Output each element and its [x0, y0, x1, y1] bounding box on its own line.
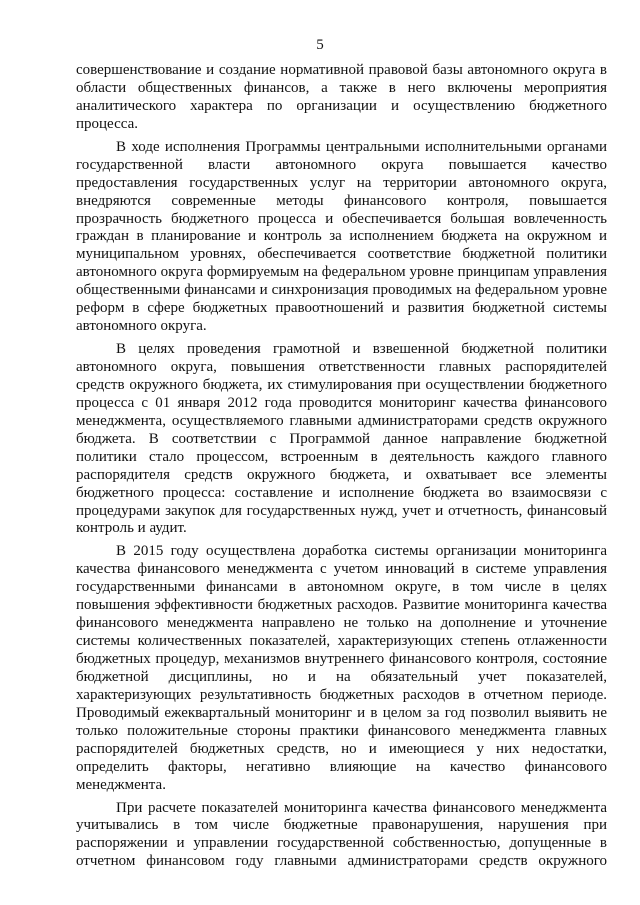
text-line: распорядителя средств окружного бюджета, и охватывает все элементы	[76, 466, 607, 483]
paragraph	[76, 139, 607, 336]
text-line: автономного округа, повышения ответственности главных распорядителей	[76, 359, 607, 375]
text-line: учитывались в том числе бюджетные правонарушения, нарушения при	[76, 817, 607, 834]
text-line: политики стало процессом, встроенным в деятельность каждого главного	[76, 448, 607, 465]
text-line: бюджета. В соответствии с Программой данное направление бюджетной	[76, 430, 607, 447]
text-line: муниципальном уровнях, обеспечивается соответствие бюджетной политики	[76, 246, 607, 263]
text-line: При расчете показателей мониторинга качества финансового менеджмента	[116, 799, 607, 816]
paragraph	[76, 341, 607, 538]
text-line: характеризующих результативность бюджетных расходов в отчетном периоде.	[76, 686, 607, 703]
text-line: системы количественных показателей, характеризующих степень отлаженности	[76, 633, 607, 650]
text-line: реформ в сфере бюджетных правоотношений и развития бюджетной системы	[76, 300, 607, 317]
paragraph	[76, 543, 607, 794]
page-number: 5	[316, 37, 324, 53]
text-line: аналитического характера по организации и осуществлению бюджетного	[76, 97, 607, 114]
text-line: менеджмента, осуществляемого главными администраторами средств окружного	[76, 412, 607, 429]
text-line: прозрачность бюджетного процесса и обеспечивается большая вовлеченность	[76, 210, 607, 227]
text-line: повышения эффективности бюджетных расходов. Развитие мониторинга качества	[76, 597, 607, 614]
text-line: качества финансового менеджмента с учетом инноваций в системе управления	[76, 561, 607, 578]
text-line: отчетном финансовом году главными администраторами средств окружного	[76, 853, 607, 870]
text-line: В 2015 году осуществлена доработка системы организации мониторинга	[116, 543, 607, 560]
paragraph	[76, 62, 607, 134]
text-line: автономного округа формируемым на федеральном уровне принципам управления	[76, 264, 607, 281]
text-line: внедряются современные методы финансового контроля, повышается	[76, 192, 607, 209]
text-line: средств окружного бюджета, их стимулирования при осуществлении бюджетного	[76, 376, 607, 393]
text-line: процесса.	[76, 115, 138, 132]
text-line: общественными финансами и синхронизация проводимых на федеральном уровне	[76, 282, 607, 299]
text-line: граждан в планирование и контроль за исполнением бюджета на окружном и	[76, 228, 607, 245]
text-line: процедурами закупок для государственных нужд, учет и отчетность, финансовый	[76, 502, 607, 519]
text-line: государственной власти автономного округа повышается качество	[76, 156, 607, 173]
text-line: бюджетной дисциплины, но и на обязательный учет показателей,	[76, 668, 607, 685]
text-line: Проводимый ежеквартальный мониторинг и в целом за год позволил выявить не	[76, 704, 607, 721]
text-line: В ходе исполнения Программы центральными исполнительными органами	[116, 138, 607, 155]
text-line: финансового менеджмента направлено не только на дополнение и уточнение	[76, 615, 607, 632]
body-text	[76, 62, 607, 876]
text-line: распорядителей бюджетных средств, но и имеющиеся у них недостатки,	[76, 740, 607, 757]
text-line: бюджетного процесса: составление и исполнение бюджета во взаимосвязи с	[76, 484, 607, 501]
text-line: автономного округа.	[76, 318, 207, 335]
text-line: только положительные стороны практики финансового менеджмента главных	[76, 722, 607, 739]
text-line: совершенствование и создание нормативной правовой базы автономного округа в	[76, 62, 607, 78]
text-line: распоряжении и управлении государственной собственностью, допущенные в	[76, 835, 607, 852]
text-line: В целях проведения грамотной и взвешенной бюджетной политики	[116, 341, 607, 358]
text-line: предоставления государственных услуг на территории автономного округа,	[76, 174, 607, 191]
text-line: менеджмента.	[76, 776, 166, 793]
text-line: процесса с 01 января 2012 года проводится мониторинг качества финансового	[76, 394, 607, 411]
text-line: бюджетных процедур, механизмов внутреннего финансового контроля, состояние	[76, 651, 607, 667]
text-line: определить факторы, негативно влияющие на качество финансового	[76, 758, 607, 775]
paragraph	[76, 800, 607, 872]
text-line: государственными финансами в автономном округе, в том числе в целях	[76, 579, 607, 596]
text-line: области общественных финансов, а также в него включены мероприятия	[76, 79, 607, 96]
text-line: контроль и аудит.	[76, 520, 187, 537]
